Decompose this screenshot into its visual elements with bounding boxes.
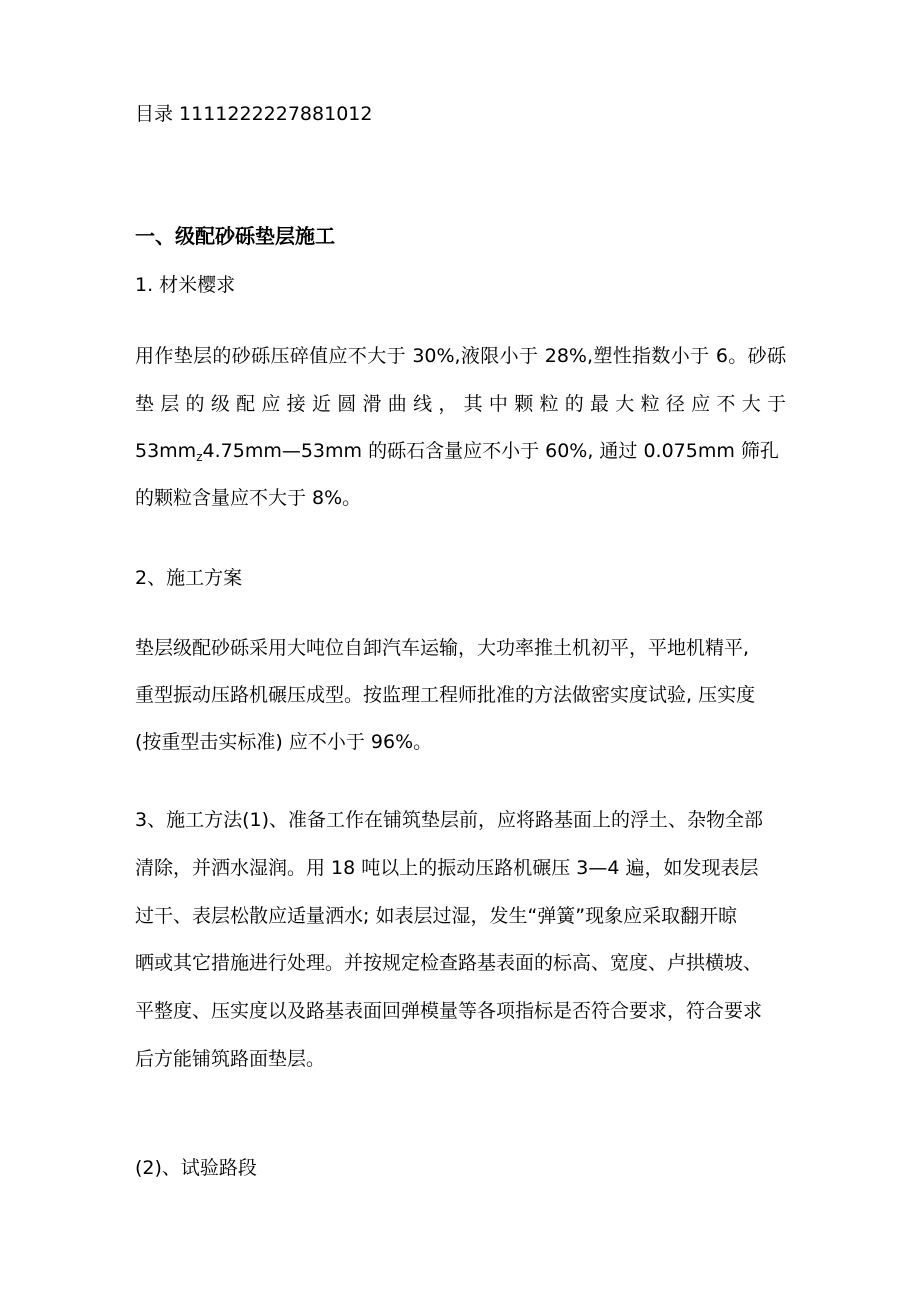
paragraph-line: 3、施工方法(1)、准备工作在铺筑垫层前，应将路基面上的浮土、杂物全部: [135, 809, 764, 831]
paragraph-line: 的颗粒含量应不大于 8%。: [135, 487, 362, 509]
text-segment: 4.75mm—53mm 的砾石含量应不小于 60%, 通过 0.075mm 筛孔: [202, 440, 779, 462]
paragraph-line: [135, 438, 779, 470]
paragraph-line: 晒或其它措施进行处理。并按规定检查路基表面的标高、宽度、卢拱横坡、: [135, 952, 763, 974]
paragraph-line: 后方能铺筑路面垫层。: [135, 1048, 326, 1070]
paragraph-line: 垫层级配砂砾采用大吨位自卸汽车运输，大功率推土机初平，平地机精平,: [135, 637, 750, 659]
paragraph-line: 重型振动压路机碾压成型。按监理工程师批准的方法做密实度试验, 压实度: [135, 684, 756, 706]
paragraph-line: 平整度、压实度以及路基表面回弹模量等各项指标是否符合要求，符合要求: [135, 1000, 763, 1022]
section-heading: 一、级配砂砾垫层施工: [135, 224, 335, 248]
subsection-title-materials: 1. 材米樱求: [135, 274, 236, 296]
paragraph-line: 过干、表层松散应适量洒水; 如表层过湿，发生“弹簧”现象应采取翻开晾: [135, 905, 738, 927]
paragraph-line: 清除，并洒水湿润。用 18 吨以上的振动压路机碾压 3—4 遍，如发现表层: [135, 857, 759, 879]
subscript-mark: z: [196, 450, 203, 464]
paragraph-line: 垫层的级配应接近圆滑曲线，其中颗粒的最大粒径应不大于: [135, 393, 786, 415]
paragraph-line: (按重型击实标准) 应不小于 96%。: [135, 731, 433, 753]
subsection-title-trial-section: (2)、试验路段: [135, 1157, 257, 1179]
paragraph-line: 用作垫层的砂砾压碎值应不大于 30%,液限小于 28%,塑性指数小于 6。砂砾: [135, 345, 786, 367]
subsection-title-plan: 2、施工方案: [135, 567, 243, 589]
table-of-contents: 目录 1111222227881012: [135, 103, 373, 125]
text-segment: 53mm: [135, 440, 197, 462]
